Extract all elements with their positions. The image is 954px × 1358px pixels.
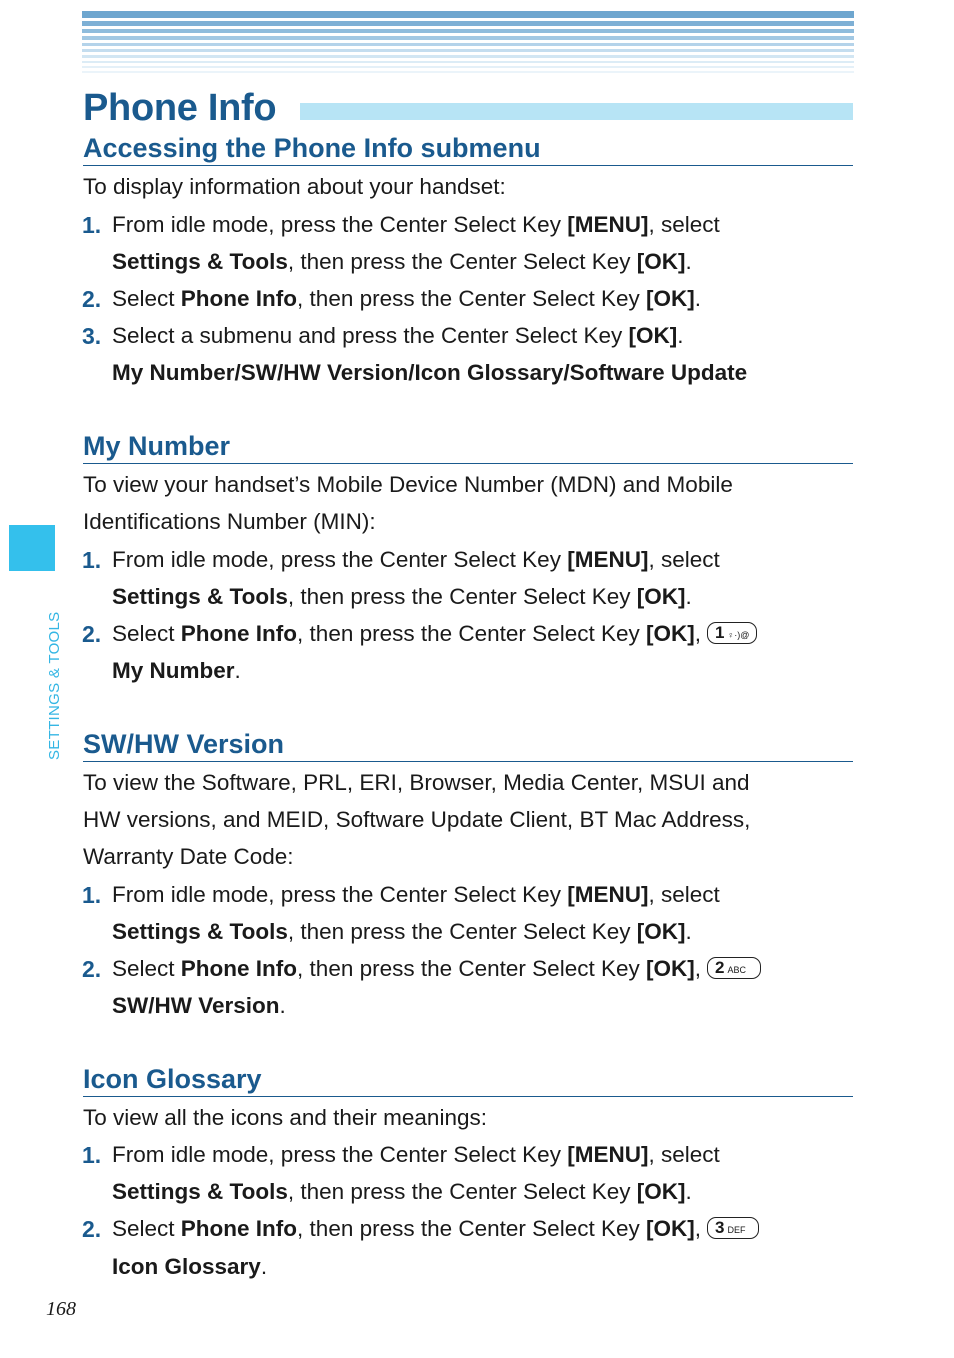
step-number: 1. (82, 212, 102, 238)
keypad-3-icon: 3 DEF (707, 1217, 759, 1239)
accessing-step1-line2: Settings & Tools, then press the Center Select Key [OK]. (112, 249, 692, 274)
swhw-intro-line1: To view the Software, PRL, ERI, Browser, Media Center, MSUI and (83, 770, 750, 795)
my-number-target: My Number. (112, 658, 241, 683)
my-number-intro-line1: To view your handset’s Mobile Device Number (MDN) and Mobile (83, 472, 733, 497)
step-number: 3. (82, 323, 102, 349)
icon-glossary-step1-line2: Settings & Tools, then press the Center Select Key [OK]. (112, 1179, 692, 1204)
title-highlight-bar (300, 103, 853, 120)
swhw-step1-line1: From idle mode, press the Center Select Key [MENU], select (112, 882, 720, 907)
accessing-step2: Select Phone Info, then press the Center Select Key [OK]. (112, 286, 701, 311)
side-section-label: SETTINGS & TOOLS (46, 611, 63, 760)
swhw-intro-line3: Warranty Date Code: (83, 844, 294, 869)
my-number-step1-line2: Settings & Tools, then press the Center Select Key [OK]. (112, 584, 692, 609)
swhw-target: SW/HW Version. (112, 993, 286, 1018)
swhw-intro-line2: HW versions, and MEID, Software Update Client, BT Mac Address, (83, 807, 751, 832)
accessing-intro: To display information about your handset: (83, 174, 506, 199)
my-number-step2: Select Phone Info, then press the Center Select Key [OK], 1 ♀·)@ (112, 620, 757, 648)
section-heading-swhw: SW/HW Version (83, 729, 853, 762)
keypad-1-icon: 1 ♀·)@ (707, 622, 757, 644)
step-number: 1. (82, 1142, 102, 1168)
accessing-step1-line1: From idle mode, press the Center Select Key [MENU], select (112, 212, 720, 237)
step-number: 1. (82, 882, 102, 908)
step-number: 2. (82, 286, 102, 312)
page-number: 168 (46, 1298, 76, 1320)
submenu-list: My Number/SW/HW Version/Icon Glossary/Software Update (112, 360, 748, 385)
swhw-step2: Select Phone Info, then press the Center Select Key [OK], 2 ABC (112, 955, 761, 983)
page-title: Phone Info (83, 87, 277, 129)
step-number: 2. (82, 956, 102, 982)
my-number-step1-line1: From idle mode, press the Center Select Key [MENU], select (112, 547, 720, 572)
step-number: 2. (82, 1216, 102, 1242)
accessing-step3: Select a submenu and press the Center Select Key [OK]. (112, 323, 684, 348)
step-number: 1. (82, 547, 102, 573)
icon-glossary-step2: Select Phone Info, then press the Center Select Key [OK], 3 DEF (112, 1215, 759, 1243)
icon-glossary-target: Icon Glossary. (112, 1254, 268, 1279)
my-number-intro-line2: Identifications Number (MIN): (83, 509, 376, 534)
icon-glossary-intro: To view all the icons and their meanings: (83, 1105, 487, 1130)
icon-glossary-step1-line1: From idle mode, press the Center Select Key [MENU], select (112, 1142, 720, 1167)
swhw-step1-line2: Settings & Tools, then press the Center Select Key [OK]. (112, 919, 692, 944)
keypad-2-icon: 2 ABC (707, 957, 761, 979)
section-heading-icon-glossary: Icon Glossary (83, 1064, 853, 1097)
section-heading-accessing: Accessing the Phone Info submenu (83, 133, 853, 166)
step-number: 2. (82, 621, 102, 647)
section-heading-my-number: My Number (83, 431, 853, 464)
header-stripes (82, 11, 854, 77)
side-tab-marker (9, 525, 55, 571)
